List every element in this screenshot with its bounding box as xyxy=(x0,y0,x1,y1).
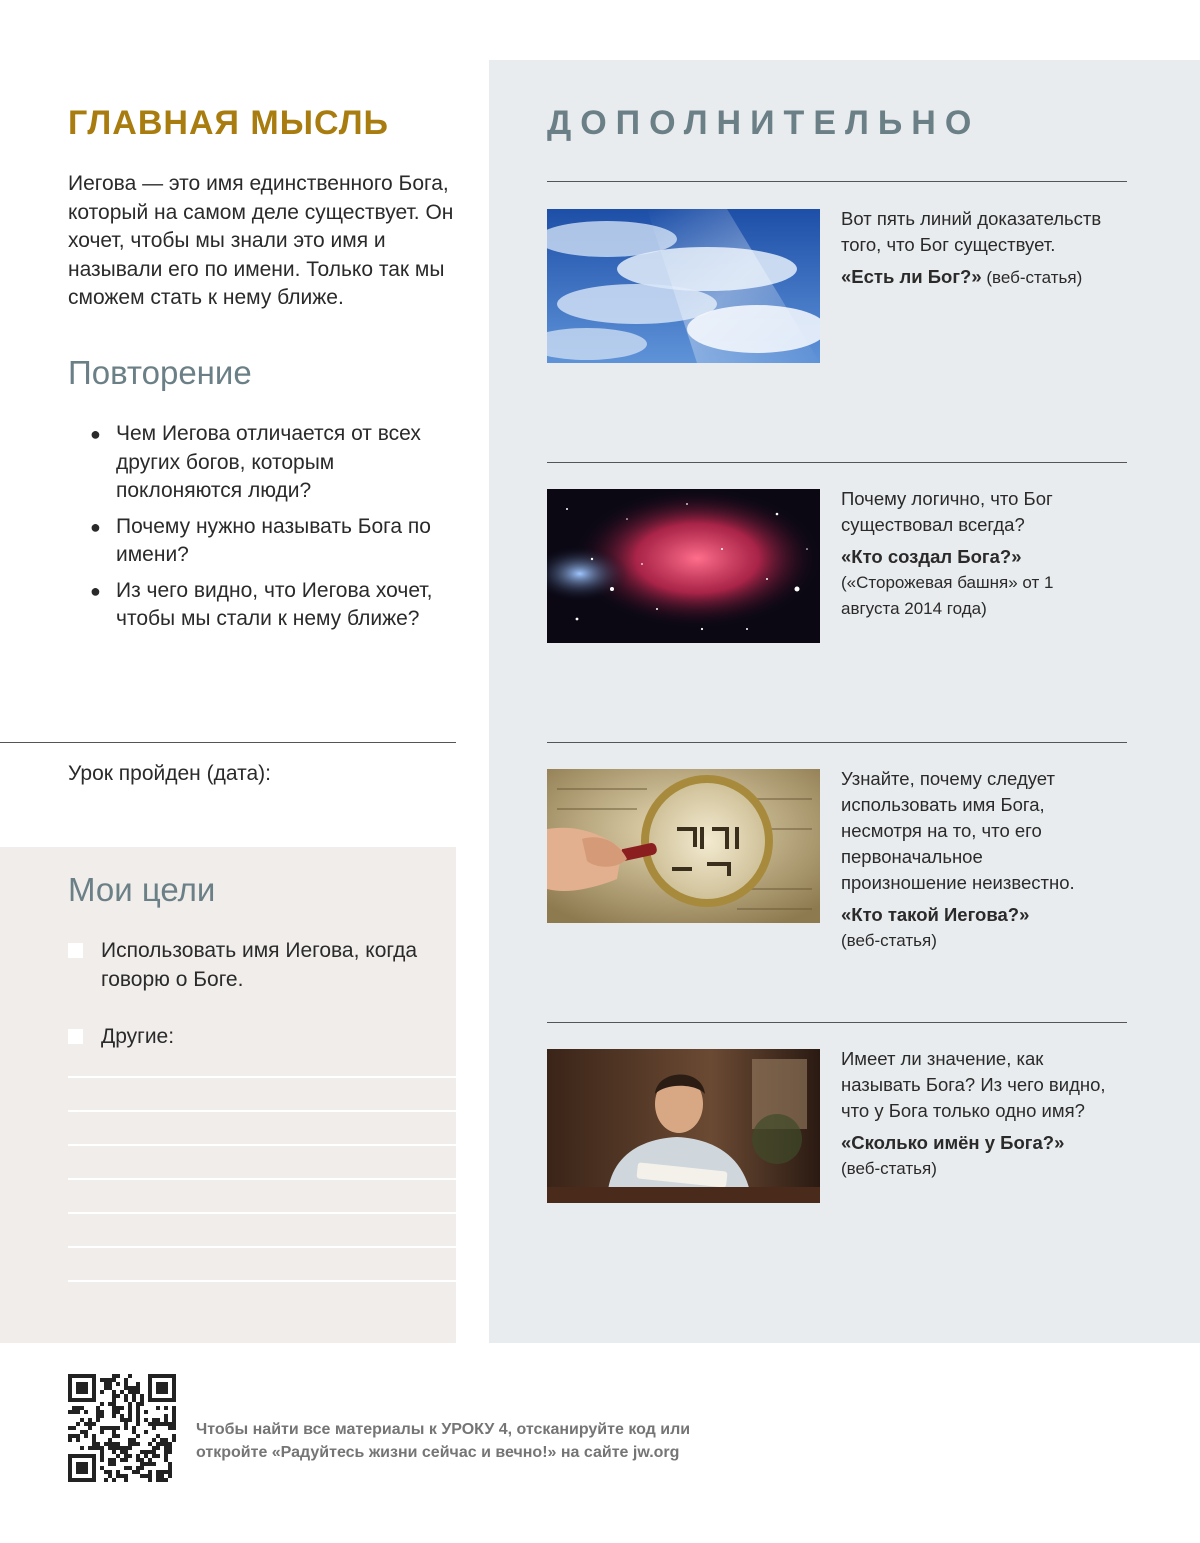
card-description: Почему логично, что Бог существовал всегда? xyxy=(841,488,1053,535)
card-description: Имеет ли значение, как называть Бога? Из чего видно, что у Бога только одно имя? xyxy=(841,1048,1106,1121)
bullet-icon: ● xyxy=(90,424,101,444)
bullet-icon: ● xyxy=(90,580,101,601)
nebula-image[interactable] xyxy=(547,489,820,643)
card-title-link[interactable]: «Сколько имён у Бога?» xyxy=(841,1132,1065,1153)
sky-clouds-image[interactable] xyxy=(547,209,820,363)
write-in-line[interactable] xyxy=(68,1110,456,1112)
card-title-link[interactable]: «Кто создал Бога?» xyxy=(841,546,1022,567)
card-text xyxy=(841,486,1111,622)
review-question: ● Чем Иегова отличается от всех других богов, которым поклоняются люди? xyxy=(90,422,421,502)
bullet-icon: ● xyxy=(90,516,101,537)
card-text xyxy=(841,766,1111,954)
divider xyxy=(0,742,456,743)
card-description: Вот пять линий доказательств того, что Бог существует. xyxy=(841,208,1102,255)
card-text xyxy=(841,206,1111,291)
goals-panel xyxy=(0,847,456,1343)
write-in-line[interactable] xyxy=(68,1144,456,1146)
lesson-completed-label: Урок пройден (дата): xyxy=(68,762,271,785)
review-questions-list xyxy=(88,420,448,641)
write-in-line[interactable] xyxy=(68,1246,456,1248)
man-reading-image[interactable] xyxy=(547,1049,820,1203)
magnifier-hebrew-image[interactable] xyxy=(547,769,820,923)
qr-code-icon[interactable] xyxy=(68,1374,176,1482)
card-divider xyxy=(547,181,1127,182)
goals-heading: Мои цели xyxy=(68,871,216,908)
write-in-line[interactable] xyxy=(68,1178,456,1180)
card-text xyxy=(841,1046,1111,1182)
card-title-link[interactable]: «Есть ли Бог?» xyxy=(841,266,982,287)
card-description: Узнайте, почему следует использовать имя Бога, несмотря на то, что его первоначальное произношение неизвестно. xyxy=(841,768,1075,893)
card-divider xyxy=(547,742,1127,743)
footer-instructions: Чтобы найти все материалы к УРОКУ 4, отсканируйте код или откройте «Радуйтесь жизни сейчас и вечно!» на сайте jw.org xyxy=(196,1421,691,1461)
write-in-line[interactable] xyxy=(68,1212,456,1214)
card-divider xyxy=(547,1022,1127,1023)
card-source: (веб-статья) xyxy=(841,1159,937,1178)
checkbox-icon[interactable] xyxy=(68,1029,83,1044)
extra-heading: ДОПОЛНИТЕЛЬНО xyxy=(547,104,981,142)
goal-item-other[interactable]: Другие: xyxy=(68,1023,428,1052)
write-in-line[interactable] xyxy=(68,1280,456,1282)
card-source: («Сторожевая башня» от 1 августа 2014 года) xyxy=(841,573,1054,618)
review-heading: Повторение xyxy=(68,354,252,391)
main-idea-text: Иегова — это имя единственного Бога, который на самом деле существует. Он хочет, чтобы мы знали это имя и называли его по имени. Только так мы сможем стать к нему ближе. xyxy=(68,172,454,309)
card-source: (веб-статья) xyxy=(981,268,1083,287)
card-title-link[interactable]: «Кто такой Иегова?» xyxy=(841,904,1030,925)
review-question: ● Из чего видно, что Иегова хочет, чтобы мы стали к нему ближе? xyxy=(90,578,433,630)
main-idea-heading: ГЛАВНАЯ МЫСЛЬ xyxy=(68,104,389,142)
write-in-line[interactable] xyxy=(68,1076,456,1078)
goal-item[interactable]: Использовать имя Иегова, когда говорю о Боге. xyxy=(68,937,428,994)
card-source: (веб-статья) xyxy=(841,931,937,950)
card-divider xyxy=(547,462,1127,463)
review-question: ● Почему нужно называть Бога по имени? xyxy=(90,514,431,566)
checkbox-icon[interactable] xyxy=(68,943,83,958)
